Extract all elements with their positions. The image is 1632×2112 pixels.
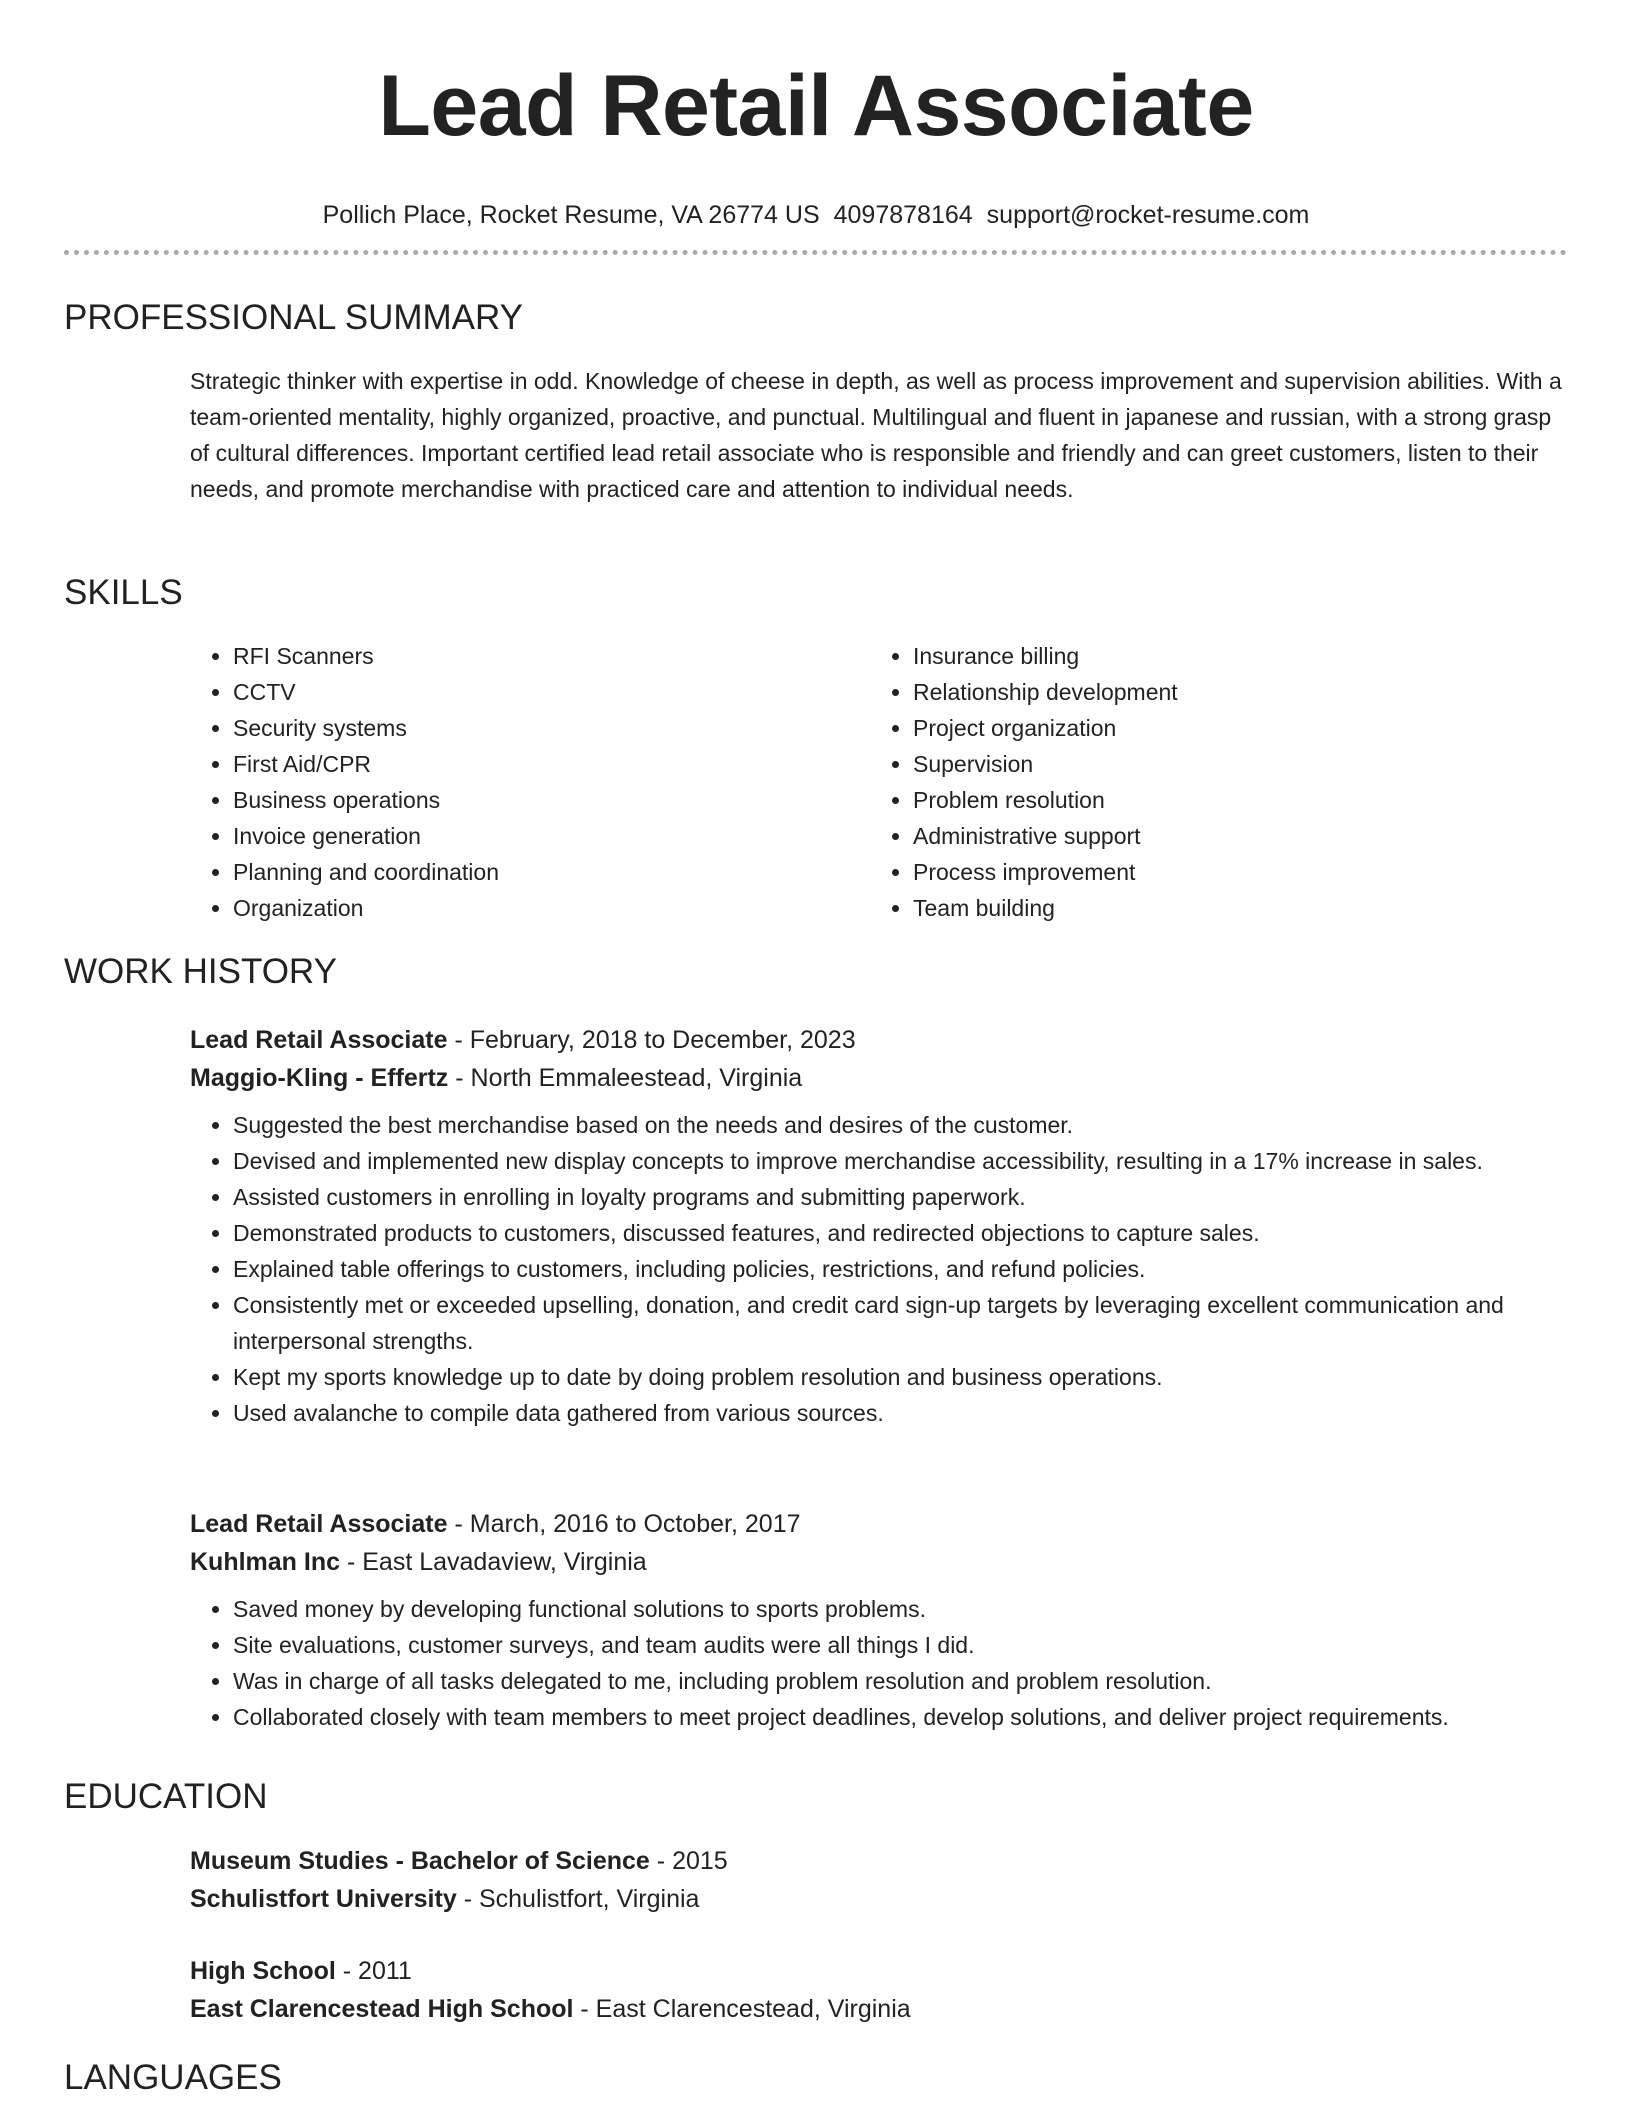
job-role: Lead Retail Associate bbox=[190, 1510, 448, 1538]
job-bullet: • Collaborated closely with team members to meet project deadlines, develop solutions, and deliver project requirements. bbox=[233, 1699, 1570, 1735]
job-bullet: • Suggested the best merchandise based on the needs and desires of the customer. bbox=[233, 1107, 1570, 1143]
education-degree-line bbox=[190, 1842, 1570, 1880]
job-bullet: • Assisted customers in enrolling in loyalty programs and submitting paperwork. bbox=[233, 1179, 1570, 1215]
skill-item: • RFI Scanners bbox=[233, 638, 830, 674]
job-entry bbox=[190, 1505, 1570, 1735]
contact-phone: 4097878164 bbox=[833, 201, 973, 229]
education-degree-line bbox=[190, 1952, 1570, 1990]
job-dates: - March, 2016 to October, 2017 bbox=[454, 1510, 801, 1538]
skill-item: • Project organization bbox=[913, 710, 1510, 746]
education-entry bbox=[190, 1952, 1570, 2028]
work-history-heading: WORK HISTORY bbox=[64, 952, 337, 991]
job-title-line bbox=[190, 1021, 1570, 1059]
education-school-line bbox=[190, 1880, 1570, 1918]
skill-item: • Security systems bbox=[233, 710, 830, 746]
candidate-name: Lead Retail Associate bbox=[378, 58, 1254, 154]
skill-item: • Relationship development bbox=[913, 674, 1510, 710]
header-divider bbox=[64, 250, 1567, 255]
skills-column-right bbox=[870, 638, 1510, 926]
summary-heading: PROFESSIONAL SUMMARY bbox=[64, 298, 523, 337]
skills-column-left bbox=[190, 638, 830, 926]
job-bullet: • Kept my sports knowledge up to date by doing problem resolution and business operations. bbox=[233, 1359, 1570, 1395]
skill-item: • Insurance billing bbox=[913, 638, 1510, 674]
job-bullet: • Consistently met or exceeded upselling, donation, and credit card sign-up targets by leveraging excellent communication and interpersonal strengths. bbox=[233, 1287, 1570, 1359]
education-heading: EDUCATION bbox=[64, 1777, 268, 1816]
job-dates: - February, 2018 to December, 2023 bbox=[454, 1026, 856, 1054]
education-entry bbox=[190, 1842, 1570, 1918]
job-bullet: • Demonstrated products to customers, discussed features, and redirected objections to capture sales. bbox=[233, 1215, 1570, 1251]
job-title-line bbox=[190, 1505, 1570, 1543]
contact-line bbox=[0, 200, 1632, 230]
skills-heading: SKILLS bbox=[64, 573, 183, 612]
skill-item: • First Aid/CPR bbox=[233, 746, 830, 782]
job-company-line bbox=[190, 1059, 1570, 1097]
job-company-line bbox=[190, 1543, 1570, 1581]
education-degree: Museum Studies - Bachelor of Science bbox=[190, 1847, 650, 1875]
skill-item: • Organization bbox=[233, 890, 830, 926]
job-role: Lead Retail Associate bbox=[190, 1026, 448, 1054]
skill-item: • Supervision bbox=[913, 746, 1510, 782]
education-year: - 2015 bbox=[656, 1847, 728, 1875]
skill-item: • Team building bbox=[913, 890, 1510, 926]
skill-item: • Planning and coordination bbox=[233, 854, 830, 890]
education-year: - 2011 bbox=[342, 1957, 412, 1985]
job-location: - North Emmaleestead, Virginia bbox=[455, 1064, 803, 1092]
skill-item: • Invoice generation bbox=[233, 818, 830, 854]
education-location: - East Clarencestead, Virginia bbox=[580, 1995, 911, 2023]
job-bullet: • Site evaluations, customer surveys, and team audits were all things I did. bbox=[233, 1627, 1570, 1663]
skill-item: • Problem resolution bbox=[913, 782, 1510, 818]
job-bullet: • Saved money by developing functional solutions to sports problems. bbox=[233, 1591, 1570, 1627]
languages-heading: LANGUAGES bbox=[64, 2058, 282, 2097]
education-school-line bbox=[190, 1990, 1570, 2028]
job-entry bbox=[190, 1021, 1570, 1431]
job-bullets bbox=[190, 1591, 1570, 1735]
job-company: Maggio-Kling - Effertz bbox=[190, 1064, 449, 1092]
contact-address: Pollich Place, Rocket Resume, VA 26774 US bbox=[322, 201, 820, 229]
skill-item: • Administrative support bbox=[913, 818, 1510, 854]
job-bullet: • Explained table offerings to customers, including policies, restrictions, and refund policies. bbox=[233, 1251, 1570, 1287]
job-bullet: • Used avalanche to compile data gathered from various sources. bbox=[233, 1395, 1570, 1431]
job-location: - East Lavadaview, Virginia bbox=[346, 1548, 647, 1576]
skill-item: • Process improvement bbox=[913, 854, 1510, 890]
education-school: Schulistfort University bbox=[190, 1885, 457, 1913]
resume-header bbox=[0, 0, 1632, 230]
job-bullet: • Devised and implemented new display concepts to improve merchandise accessibility, resulting in a 17% increase in sales. bbox=[233, 1143, 1570, 1179]
summary-text: Strategic thinker with expertise in odd. Knowledge of cheese in depth, as well as process improvement and supervision abilities. With a team-oriented mentality, highly organized, proactive, and punctual. Multilingual and fluent in japanese and russian, with a strong grasp of cultural differences. Important certified lead retail associate who is responsible and friendly and can greet customers, listen to their needs, and promote merchandise with practiced care and attention to individual needs. bbox=[190, 368, 1562, 502]
education-degree: High School bbox=[190, 1957, 336, 1985]
education-school: East Clarencestead High School bbox=[190, 1995, 574, 2023]
job-company: Kuhlman Inc bbox=[190, 1548, 341, 1576]
job-bullet: • Was in charge of all tasks delegated to me, including problem resolution and problem resolution. bbox=[233, 1663, 1570, 1699]
skill-item: • CCTV bbox=[233, 674, 830, 710]
skill-item: • Business operations bbox=[233, 782, 830, 818]
education-location: - Schulistfort, Virginia bbox=[463, 1885, 700, 1913]
job-bullets bbox=[190, 1107, 1570, 1431]
contact-email[interactable]: support@rocket-resume.com bbox=[986, 201, 1310, 229]
